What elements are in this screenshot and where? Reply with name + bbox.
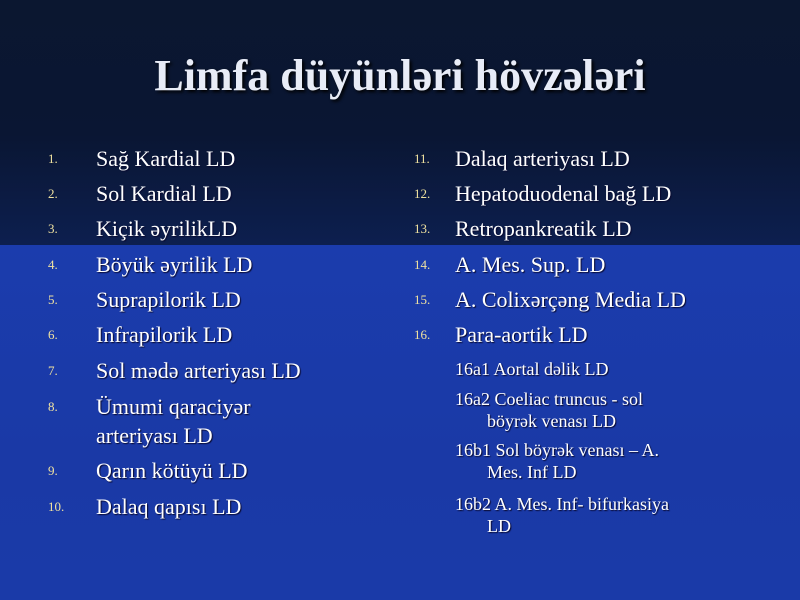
list-number: 11.: [414, 151, 430, 166]
list-number: 6.: [48, 327, 58, 342]
sub-item-text: 16a2 Coeliac truncus - sol: [455, 389, 643, 409]
slide-background-top: [0, 0, 800, 245]
sub-item-text: 16a1 Aortal dǝlik LD: [455, 359, 609, 379]
list-number: 10.: [48, 499, 65, 514]
sub-list-item: [455, 439, 659, 483]
list-text: Dalaq qapısı LD: [96, 494, 242, 519]
sub-item-text: 16b1 Sol böyrǝk venası – A.: [455, 440, 659, 460]
list-number: 16.: [414, 327, 431, 342]
sub-item-text: 16b2 A. Mes. Inf- bifurkasiya: [455, 494, 669, 514]
list-text: A. Mes. Sup. LD: [455, 252, 606, 277]
list-number: 5.: [48, 292, 58, 307]
list-text: Sağ Kardial LD: [96, 146, 236, 171]
list-number: 1.: [48, 151, 58, 166]
list-number: 14.: [414, 257, 431, 272]
list-text: Kiçik ǝyrilikLD: [96, 216, 238, 241]
list-text: A. Colixǝrçǝng Media LD: [455, 287, 686, 312]
list-number: 3.: [48, 221, 58, 236]
list-number: 15.: [414, 292, 431, 307]
slide-title: Limfa düyünlǝri hövzǝlǝri: [154, 51, 646, 100]
sub-list-item: [455, 493, 669, 537]
list-number: 12.: [414, 186, 431, 201]
sub-list-item: [455, 388, 643, 432]
list-number: 7.: [48, 363, 58, 378]
list-number: 9.: [48, 463, 58, 478]
list-text: Ümumi qaraciyǝr: [96, 394, 251, 419]
sub-item-text-continued: LD: [487, 516, 511, 536]
sub-item-text-continued: böyrǝk venası LD: [487, 411, 616, 431]
sub-list-item: [455, 358, 608, 380]
list-number: 2.: [48, 186, 58, 201]
list-text: Dalaq arteriyası LD: [455, 146, 630, 171]
list-number: 13.: [414, 221, 431, 236]
list-text: Böyük ǝyrilik LD: [96, 252, 253, 277]
sub-item-text-continued: Mes. Inf LD: [487, 462, 577, 482]
list-text: Suprapilorik LD: [96, 287, 241, 312]
list-text: Retropankreatik LD: [455, 216, 632, 241]
list-text: Sol mǝdǝ arteriyası LD: [96, 358, 301, 383]
list-number: 4.: [48, 257, 58, 272]
list-text: Qarın kötüyü LD: [96, 458, 248, 483]
list-text: Infrapilorik LD: [96, 322, 233, 347]
list-text: Sol Kardial LD: [96, 181, 232, 206]
list-text: Para-aortik LD: [455, 322, 588, 347]
list-text: Hepatoduodenal bağ LD: [455, 181, 672, 206]
list-number: 8.: [48, 399, 58, 414]
list-text-continued: arteriyası LD: [96, 423, 213, 448]
